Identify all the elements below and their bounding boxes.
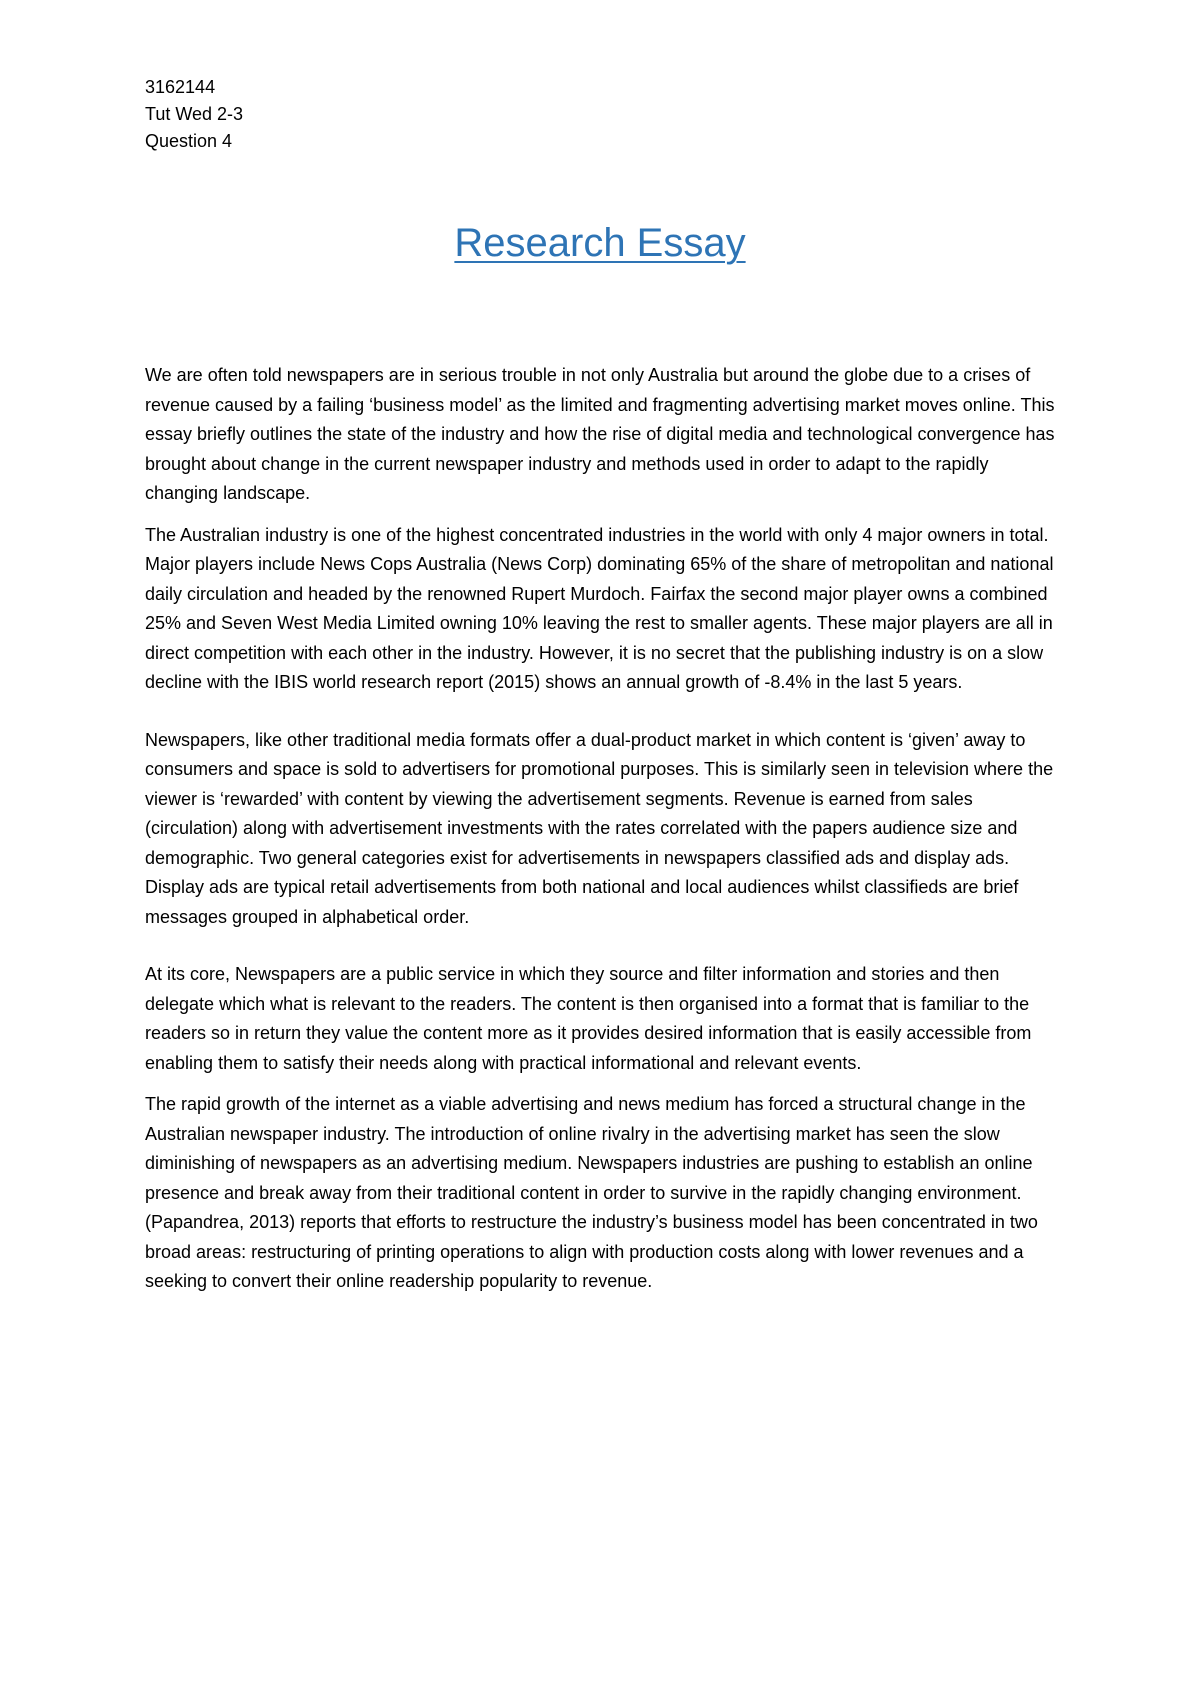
question-label: Question 4	[145, 131, 233, 151]
paragraph-public-service: At its core, Newspapers are a public service in which they source and filter information and stories and then delegate which what is relevant to the readers. The content is then organised into a format that is familiar to the readers so in return they value the content more as it provides desired information that is easily accessible from enabling them to satisfy their needs along with practical informational and relevant events.	[145, 964, 1032, 1073]
paragraph-dual-product: Newspapers, like other traditional media formats offer a dual-product market in which content is ‘given’ away to consumers and space is sold to advertisers for promotional purposes. This is similarly seen in television where the viewer is ‘rewarded’ with content by viewing the advertisement segments. Revenue is earned from sales (circulation) along with advertisement investments with the rates correlated with the papers audience size and demographic. Two general categories exist for advertisements in newspapers classified ads and display ads. Display ads are typical retail advertisements from both national and local audiences whilst classifieds are brief messages grouped in alphabetical order.	[145, 729, 1054, 927]
student-id: 3162144	[145, 77, 216, 97]
tutorial-info: Tut Wed 2-3	[145, 104, 244, 124]
essay-title-container	[0, 218, 1200, 268]
paragraph-intro: We are often told newspapers are in serious trouble in not only Australia but around the globe due to a crises of revenue caused by a failing ‘business model’ as the limited and fragmenting advertising market moves online. This essay briefly outlines the state of the industry and how the rise of digital media and technological convergence has brought about change in the current newspaper industry and methods used in order to adapt to the rapidly changing landscape.	[145, 365, 1055, 503]
essay-title: Research Essay	[454, 221, 746, 265]
paragraph-internet-growth: The rapid growth of the internet as a viable advertising and news medium has forced a structural change in the Australian newspaper industry. The introduction of online rivalry in the advertising market has seen the slow diminishing of newspapers as an advertising medium. Newspapers industries are pushing to establish an online presence and break away from their traditional content in order to survive in the rapidly changing environment. (Papandrea, 2013) reports that efforts to restructure the industry’s business model has been concentrated in two broad areas: restructuring of printing operations to align with production costs along with lower revenues and a seeking to convert their online readership popularity to revenue.	[145, 1094, 1038, 1291]
essay-body	[145, 361, 1065, 1297]
document-header	[145, 74, 243, 155]
paragraph-industry: The Australian industry is one of the highest concentrated industries in the world with only 4 major owners in total. Major players include News Cops Australia (News Corp) dominating 65% of the share of metropolitan and national daily circulation and headed by the renowned Rupert Murdoch. Fairfax the second major player owns a combined 25% and Seven West Media Limited owning 10% leaving the rest to smaller agents. These major players are all in direct competition with each other in the industry. However, it is no secret that the publishing industry is on a slow decline with the IBIS world research report (2015) shows an annual growth of -8.4% in the last 5 years.	[145, 524, 1054, 692]
